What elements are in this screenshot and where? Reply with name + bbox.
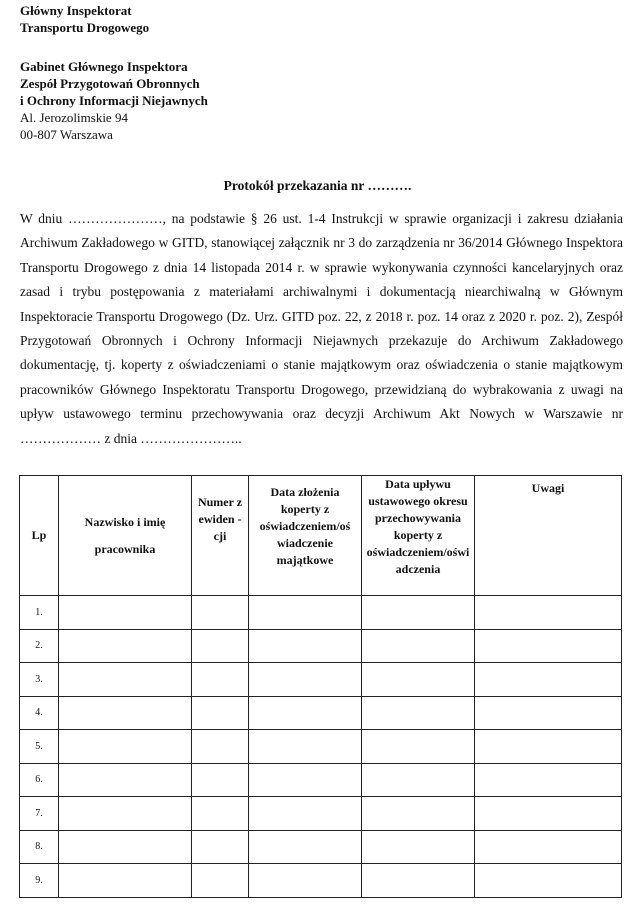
cell-number[interactable] [192,730,249,764]
institution-name-line-1: Główny Inspektorat [20,3,132,18]
row-number: 1. [20,596,59,630]
cell-name[interactable] [59,864,192,898]
row-number: 6. [20,763,59,797]
cell-notes[interactable] [475,730,622,764]
table-row [20,797,622,831]
row-number: 2. [20,629,59,663]
letterhead [20,2,208,143]
header-number: Numer z ewiden -cji [192,476,249,596]
row-number: 5. [20,730,59,764]
cell-number[interactable] [192,830,249,864]
row-number: 8. [20,830,59,864]
header-lp: Lp [20,476,59,596]
cell-date-expiry[interactable] [362,797,475,831]
cell-notes[interactable] [475,629,622,663]
table-row [20,763,622,797]
header-name [59,476,192,596]
address-city: 00-807 Warszawa [20,127,113,142]
table-row [20,730,622,764]
cell-name[interactable] [59,629,192,663]
cell-notes[interactable] [475,763,622,797]
institution-name-line-2: Transportu Drogowego [20,20,150,35]
cell-date-submitted[interactable] [249,696,362,730]
cell-name[interactable] [59,696,192,730]
address-street: Al. Jerozolimskie 94 [20,110,128,125]
cell-number[interactable] [192,596,249,630]
document-title: Protokół przekazania nr ………. [223,178,412,193]
cell-date-submitted[interactable] [249,663,362,697]
cell-date-expiry[interactable] [362,663,475,697]
table-row [20,864,622,898]
header-name-line-1: Nazwisko i imię [84,514,166,529]
cell-number[interactable] [192,797,249,831]
cell-date-submitted[interactable] [249,629,362,663]
cell-notes[interactable] [475,864,622,898]
table-row [20,663,622,697]
cell-date-submitted[interactable] [249,864,362,898]
cell-date-submitted[interactable] [249,730,362,764]
cell-date-submitted[interactable] [249,596,362,630]
team-name-line-1: Zespół Przygotowań Obronnych [20,76,200,91]
cell-name[interactable] [59,830,192,864]
row-number: 4. [20,696,59,730]
header-date-submitted: Data złożenia koperty z oświadczeniem/oś wiadczenie majątkowe [249,476,362,596]
header-notes: Uwagi [475,476,622,596]
cell-name[interactable] [59,596,192,630]
body-paragraph: W dniu …………………, na podstawie § 26 ust. 1-4 Instrukcji w sprawie organizacji i zakresu działania Archiwum Zakładowego w GITD, stanowiącej załącznik nr 3 do zarządzenia nr 36/2014 Głównego Inspektora Transportu Drogowego z dnia 14 listopada 2014 r. w sprawie wykonywania czynności kancelaryjnych oraz zasad i trybu postępowania z materiałami archiwalnymi i dokumentacją niearchiwalną w Głównym Inspektoracie Transportu Drogowego (Dz. Urz. GITD poz. 22, z 2018 r. poz. 14 oraz z 2020 r. poz. 2), Zespół Przygotowań Obronnych i Ochrony Informacji Niejawnych przekazuje do Archiwum Zakładowego dokumentację, tj. koperty z oświadczeniami o stanie majątkowym oraz oświadczenia o stanie majątkowym pracowników Głównego Inspektoratu Transportu Drogowego, przewidzianą do wybrakowania z uwagi na upływ ustawowego terminu przechowywania oraz decyzji Archiwum Akt Nowych w Warszawie nr ……………… z dnia ………………….. [20,211,623,446]
table-row [20,596,622,630]
cell-date-submitted[interactable] [249,830,362,864]
cell-date-expiry[interactable] [362,696,475,730]
header-date-expiry: Data upływu ustawowego okresu przechowywania koperty z oświadczeniem/oświ adczenia [362,476,475,596]
cell-date-expiry[interactable] [362,864,475,898]
office-name: Gabinet Głównego Inspektora [20,59,188,74]
cell-date-expiry[interactable] [362,830,475,864]
handover-table [19,475,622,898]
row-number: 9. [20,864,59,898]
cell-number[interactable] [192,629,249,663]
cell-notes[interactable] [475,797,622,831]
row-number: 3. [20,663,59,697]
cell-name[interactable] [59,797,192,831]
cell-date-expiry[interactable] [362,629,475,663]
cell-name[interactable] [59,763,192,797]
header-name-line-2: pracownika [94,541,156,556]
cell-date-expiry[interactable] [362,730,475,764]
cell-date-expiry[interactable] [362,763,475,797]
team-name-line-2: i Ochrony Informacji Niejawnych [20,93,208,108]
table-row [20,830,622,864]
table-row [20,696,622,730]
table-row [20,629,622,663]
cell-name[interactable] [59,663,192,697]
table-header-row [20,476,622,596]
cell-date-submitted[interactable] [249,797,362,831]
cell-notes[interactable] [475,596,622,630]
cell-number[interactable] [192,663,249,697]
cell-date-expiry[interactable] [362,596,475,630]
cell-number[interactable] [192,763,249,797]
cell-notes[interactable] [475,830,622,864]
cell-notes[interactable] [475,663,622,697]
cell-name[interactable] [59,730,192,764]
cell-date-submitted[interactable] [249,763,362,797]
row-number: 7. [20,797,59,831]
cell-notes[interactable] [475,696,622,730]
cell-number[interactable] [192,696,249,730]
cell-number[interactable] [192,864,249,898]
